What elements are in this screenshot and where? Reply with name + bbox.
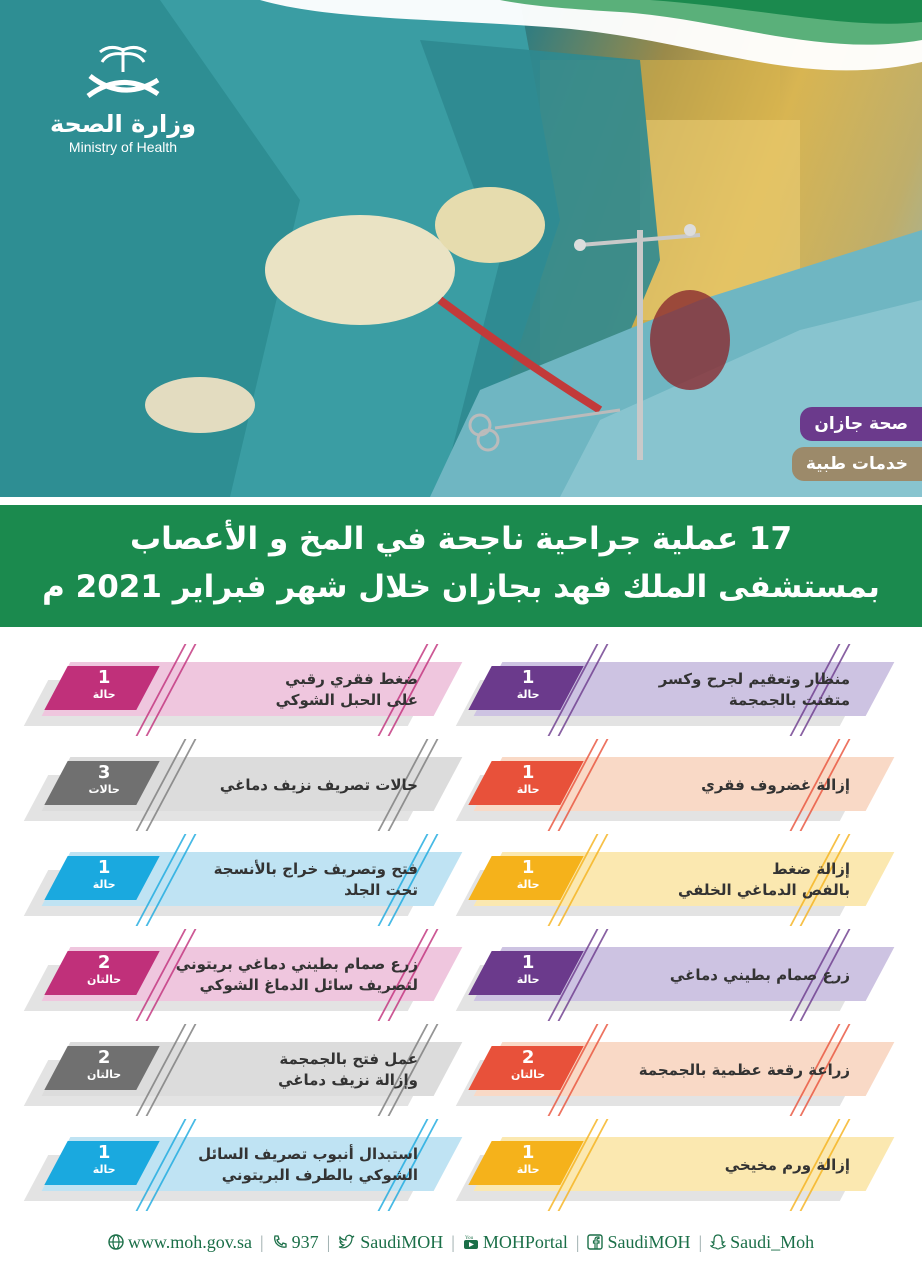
ministry-name-ar: وزارة الصحة — [49, 110, 197, 138]
case-unit: حالة — [516, 688, 540, 701]
procedure-text-line-2: على الحبل الشوكي — [275, 691, 418, 709]
snapchat-icon — [710, 1234, 726, 1250]
procedure-label — [584, 1127, 850, 1203]
procedure-card — [462, 1020, 892, 1120]
procedure-text-line-1: ضغط فقري رقبي — [285, 670, 418, 688]
procedure-label — [584, 842, 850, 918]
procedure-text-line-2: بالفص الدماغي الخلفي — [677, 881, 850, 899]
ministry-logo — [48, 42, 198, 156]
procedure-card — [30, 1020, 460, 1120]
facebook-icon — [587, 1234, 603, 1250]
youtube-text: MOHPortal — [482, 1231, 568, 1252]
procedure-label — [584, 747, 850, 823]
case-unit: حالتان — [511, 1068, 546, 1081]
procedure-card — [30, 735, 460, 835]
twitter-link[interactable] — [332, 1232, 449, 1253]
procedure-text-line-2: متفتت بالجمجمة — [728, 691, 850, 709]
snapchat-link[interactable] — [704, 1232, 820, 1253]
website-text: www.moh.gov.sa — [127, 1231, 253, 1252]
case-unit: حالة — [92, 1163, 116, 1176]
procedure-label — [152, 1032, 418, 1108]
procedure-label — [152, 652, 418, 728]
case-unit: حالتان — [87, 1068, 122, 1081]
procedure-card — [30, 830, 460, 930]
svg-text:You: You — [464, 1236, 473, 1241]
procedure-text-line-1: عمل فتح بالجمجمة — [279, 1050, 418, 1068]
case-count: 1 — [521, 667, 535, 688]
procedure-card — [462, 640, 892, 740]
website-link[interactable] — [102, 1232, 258, 1253]
phone-link[interactable] — [266, 1232, 325, 1253]
twitter-icon — [338, 1234, 356, 1250]
youtube-link[interactable] — [457, 1232, 574, 1253]
case-unit: حالة — [516, 973, 540, 986]
procedure-card — [30, 925, 460, 1025]
separator: | — [698, 1231, 703, 1252]
procedure-text-line-2: وإزالة نزيف دماغي — [278, 1071, 418, 1089]
case-count: 1 — [521, 857, 535, 878]
procedure-text-line-2: لتصريف سائل الدماغ الشوكي — [199, 976, 418, 994]
region-tag: صحة جازان — [800, 407, 922, 441]
procedure-label — [152, 747, 418, 823]
case-count: 1 — [521, 762, 535, 783]
procedure-card — [462, 925, 892, 1025]
phone-icon — [272, 1234, 288, 1250]
procedure-text-line-2: تحت الجلد — [344, 881, 418, 899]
procedure-text-line-1: زراعة رقعة عظمية بالجمجمة — [638, 1060, 850, 1079]
procedure-text-line-1: إزالة غضروف فقري — [701, 775, 850, 794]
palm-swords-emblem-icon — [68, 42, 178, 108]
separator: | — [575, 1231, 580, 1252]
case-unit: حالتان — [87, 973, 122, 986]
globe-icon — [108, 1234, 124, 1250]
case-count: 3 — [97, 762, 111, 783]
case-count: 2 — [97, 1047, 111, 1068]
hero-photo — [0, 0, 922, 497]
case-count: 1 — [97, 1142, 111, 1163]
separator: | — [326, 1231, 331, 1252]
procedure-text-line-1: زرع صمام بطيني دماغي بريتوني — [175, 955, 418, 973]
procedure-card — [462, 1115, 892, 1215]
twitter-text: SaudiMOH — [360, 1231, 444, 1252]
title-banner — [0, 505, 922, 627]
procedure-label — [152, 937, 418, 1013]
case-unit: حالة — [516, 1163, 540, 1176]
facebook-text: SaudiMOH — [607, 1231, 691, 1252]
case-count: 2 — [97, 952, 111, 973]
youtube-icon — [463, 1234, 479, 1250]
case-unit: حالة — [516, 783, 540, 796]
footer-contacts — [0, 1222, 922, 1262]
procedure-text-line-1: زرع صمام بطيني دماغي — [669, 965, 850, 984]
case-unit: حالة — [92, 688, 116, 701]
procedure-card — [462, 830, 892, 930]
procedure-label — [584, 1032, 850, 1108]
procedure-text-line-1: إزالة ضغط — [772, 860, 850, 878]
procedure-label — [584, 937, 850, 1013]
procedure-text-line-1: استبدال أنبوب تصريف السائل — [198, 1145, 418, 1163]
separator: | — [451, 1231, 455, 1252]
procedure-card — [30, 1115, 460, 1215]
title-line-1: 17 عملية جراحية ناجحة في المخ و الأعصاب — [129, 521, 793, 557]
procedure-text-line-1: حالات تصريف نزيف دماغي — [219, 775, 418, 794]
case-count: 1 — [97, 667, 111, 688]
procedure-text-line-1: فتح وتصريف خراج بالأنسجة — [213, 860, 418, 878]
facebook-link[interactable] — [581, 1232, 696, 1253]
phone-text: 937 — [291, 1231, 319, 1252]
case-count: 2 — [521, 1047, 535, 1068]
procedure-label — [152, 1127, 418, 1203]
procedure-card — [462, 735, 892, 835]
case-count: 1 — [521, 952, 535, 973]
title-line-2: بمستشفى الملك فهد بجازان خلال شهر فبراير 2021 م — [42, 569, 880, 605]
procedure-text-line-1: إزالة ورم مخيخي — [724, 1155, 850, 1174]
snapchat-text: Saudi_Moh — [730, 1231, 815, 1252]
case-unit: حالة — [516, 878, 540, 891]
ministry-name-en: Ministry of Health — [68, 139, 178, 155]
procedure-text-line-1: منظار وتعقيم لجرح وكسر — [658, 670, 850, 688]
case-unit: حالة — [92, 878, 116, 891]
case-count: 1 — [97, 857, 111, 878]
procedure-label — [584, 652, 850, 728]
category-tag: خدمات طبية — [792, 447, 922, 481]
procedure-card — [30, 640, 460, 740]
separator: | — [260, 1231, 264, 1252]
procedure-label — [152, 842, 418, 918]
procedure-text-line-2: الشوكي بالطرف البريتوني — [221, 1166, 418, 1184]
case-unit: حالات — [88, 783, 120, 796]
case-count: 1 — [521, 1142, 535, 1163]
